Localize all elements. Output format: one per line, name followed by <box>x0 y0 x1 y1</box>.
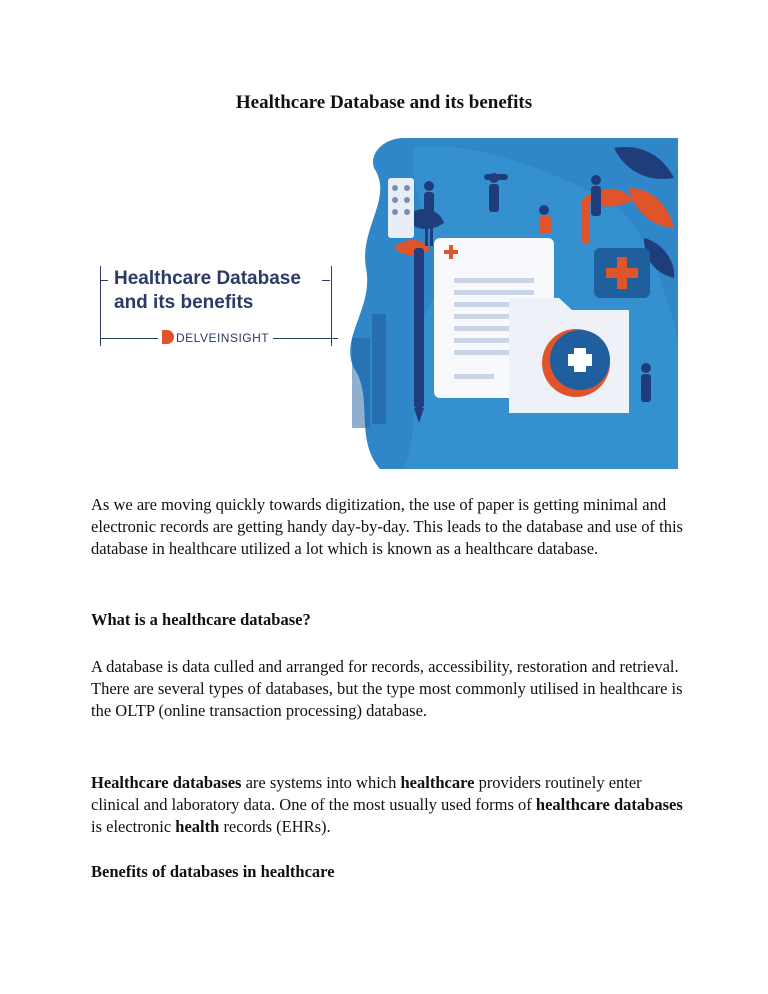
folder-icon <box>509 298 629 413</box>
banner-title-line1: Healthcare Database <box>114 268 301 289</box>
document-title: Healthcare Database and its benefits <box>235 92 533 113</box>
banner-image <box>92 138 678 469</box>
plus-card-icon <box>594 248 650 298</box>
definition-paragraph: A database is data culled and arranged for records, accessibility, restoration and retrieval. There are several types of databases, but the type most commonly utilised in healthcare is the OLTP (online transaction processing) database. <box>91 657 683 720</box>
ehr-paragraph: Healthcare databases are systems into which healthcare providers routinely enter clinical and laboratory data. One of the most usually used forms of healthcare databases is electronic health records (EHRs). <box>91 773 683 836</box>
brand-mark-icon <box>162 330 174 344</box>
brand-letter: D <box>176 331 186 345</box>
brand-logo <box>158 330 273 345</box>
banner-title-line2: and its benefits <box>114 292 254 313</box>
healthcare-illustration <box>344 138 678 469</box>
section-heading-what-is: What is a healthcare database? <box>91 610 311 629</box>
brand-name: ELVEINSIGHT <box>185 331 270 345</box>
section-heading-benefits: Benefits of databases in healthcare <box>91 862 335 881</box>
intro-paragraph: As we are moving quickly towards digitization, the use of paper is getting minimal and electronic records are getting handy day-by-day. This leads to the database and use of this database in healthcare utilized a lot which is known as a healthcare database. <box>91 495 683 558</box>
